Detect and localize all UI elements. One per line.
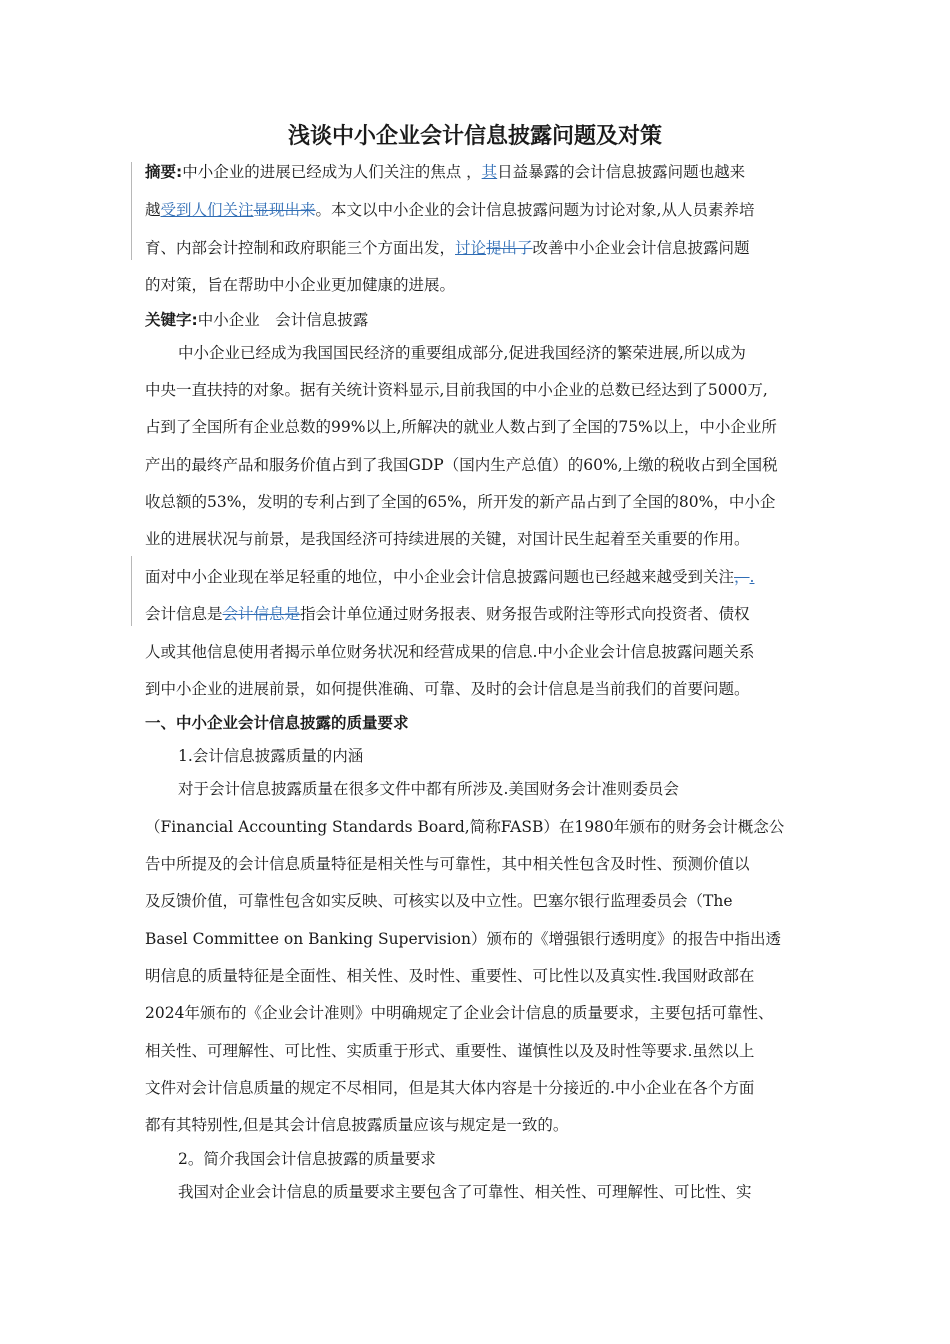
paragraph-line: 对于会计信息披露质量在很多文件中都有所涉及.美国财务会计准则委员会 [178, 780, 679, 798]
deleted-text: 提出了 [486, 239, 533, 257]
change-bar [131, 162, 132, 260]
deleted-text: 显现出来 [253, 201, 316, 219]
keywords-label: 关键字: [145, 311, 198, 329]
change-bar [131, 556, 132, 626]
paragraph-line: 产出的最终产品和服务价值占到了我国GDP（国内生产总值）的60%,上缴的税收占到全国税 [145, 456, 778, 474]
paragraph-line: 占到了全国所有企业总数的99%以上,所解决的就业人数占到了全国的75%以上，中小企业所 [145, 418, 777, 436]
paragraph-line: 明信息的质量特征是全面性、相关性、及时性、重要性、可比性以及真实性.我国财政部在 [145, 967, 755, 985]
paragraph-line: 会计信息是会计信息是指会计单位通过财务报表、财务报告或附注等形式向投资者、债权 [145, 605, 750, 623]
deleted-text: 会计信息是 [222, 605, 301, 623]
paragraph-line: 文件对会计信息质量的规定不尽相同，但是其大体内容是十分接近的.中小企业在各个方面 [145, 1079, 755, 1097]
paragraph-line: 我国对企业会计信息的质量要求主要包含了可靠性、相关性、可理解性、可比性、实 [178, 1183, 752, 1201]
subsection-heading: 1.会计信息披露质量的内涵 [178, 747, 364, 765]
deleted-text: ， [734, 568, 750, 586]
inserted-text: 其 [481, 163, 498, 181]
paragraph-line: 相关性、可理解性、可比性、实质重于形式、重要性、谨慎性以及及时性等要求.虽然以上 [145, 1042, 755, 1060]
keywords-text: 中小企业 会计信息披露 [197, 311, 369, 329]
page-title: 浅谈中小企业会计信息披露问题及对策 [287, 124, 662, 149]
abstract-line: 摘要:中小企业的进展已经成为人们关注的焦点 ，其日益暴露的会计信息披露问题也越来 [145, 163, 746, 181]
abstract-line: 越受到人们关注显现出来。本文以中小企业的会计信息披露问题为讨论对象,从人员素养培 [145, 201, 755, 219]
abstract-line: 的对策，旨在帮助中小企业更加健康的进展。 [145, 276, 456, 294]
paragraph-line: 告中所提及的会计信息质量特征是相关性与可靠性，其中相关性包含及时性、预测价值以 [145, 855, 750, 873]
paragraph-line: 都有其特别性,但是其会计信息披露质量应该与规定是一致的。 [145, 1116, 569, 1134]
paragraph-line: 到中小企业的进展前景，如何提供准确、可靠、及时的会计信息是当前我们的首要问题。 [145, 680, 750, 698]
abstract-line: 育、内部会计控制和政府职能三个方面出发，讨论提出了改善中小企业会计信息披露问题 [145, 239, 750, 257]
paragraph-line: 中小企业已经成为我国国民经济的重要组成部分,促进我国经济的繁荣进展,所以成为 [178, 344, 746, 362]
abstract-label: 摘要: [145, 163, 183, 181]
paragraph-line: 人或其他信息使用者揭示单位财务状况和经营成果的信息.中小企业会计信息披露问题关系 [145, 643, 755, 661]
paragraph-line: 业的进展状况与前景，是我国经济可持续进展的关键，对国计民生起着至关重要的作用。 [145, 530, 750, 548]
paragraph-line: 面对中小企业现在举足轻重的地位，中小企业会计信息披露问题也已经越来越受到关注，. [145, 568, 755, 586]
paragraph-line: Basel Committee on Banking Supervision）颁布的《增强银行透明度》的报告中指出透 [145, 930, 782, 948]
paragraph-line: 中央一直扶持的对象。据有关统计资料显示,目前我国的中小企业的总数已经达到了5000万, [145, 381, 768, 399]
paragraph-line: （Financial Accounting Standards Board,简称FASB）在1980年颁布的财务会计概念公 [145, 818, 785, 836]
paragraph-line: 收总额的53%，发明的专利占到了全国的65%，所开发的新产品占到了全国的80%，中小企 [145, 493, 776, 511]
inserted-text: . [749, 568, 755, 586]
keywords-line [145, 308, 368, 332]
paragraph-line: 及反馈价值，可靠性包含如实反映、可核实以及中立性。巴塞尔银行监理委员会（The [145, 892, 733, 910]
subsection-heading: 2。简介我国会计信息披露的质量要求 [178, 1150, 436, 1168]
inserted-text: 讨论 [455, 239, 487, 257]
section-heading: 一、中小企业会计信息披露的质量要求 [145, 714, 409, 732]
inserted-text: 受到人们关注 [160, 201, 254, 219]
paragraph-line: 2024年颁布的《企业会计准则》中明确规定了企业会计信息的质量要求，主要包括可靠性、 [145, 1004, 774, 1022]
